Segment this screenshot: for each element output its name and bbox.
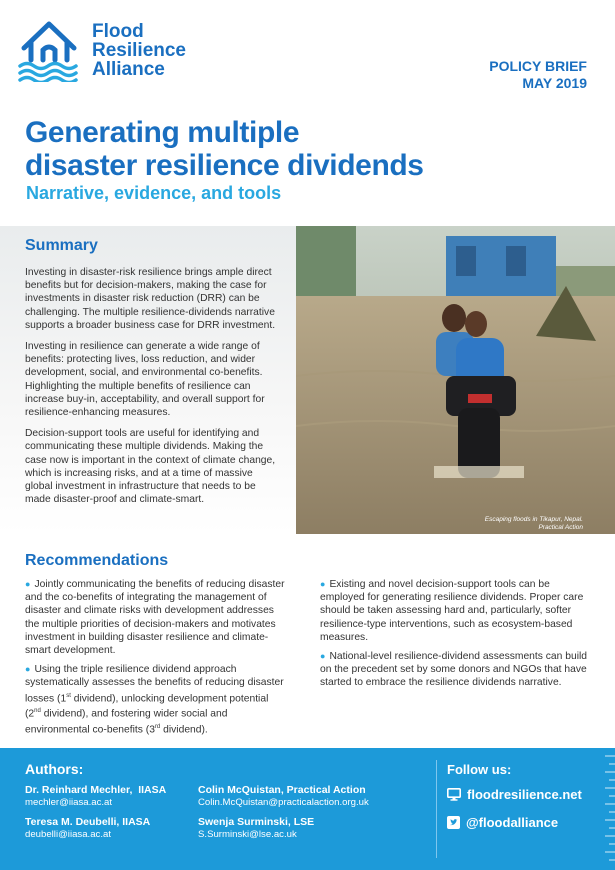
photo-caption [485, 516, 583, 532]
logo-line-3: Alliance [92, 59, 165, 80]
website-text[interactable]: floodresilience.net [467, 787, 582, 802]
rec-text-part: Using the triple resilience dividend approach systematically assesses the benefits of reducing disaster losses (1 [25, 664, 284, 705]
rec-text-part: dividend), and fostering wider social and environmental co-benefits (3 [25, 708, 228, 736]
twitter-handle[interactable]: @floodalliance [466, 815, 559, 830]
author-surminski [198, 816, 314, 841]
policy-brief-label [489, 58, 587, 92]
footer-divider [436, 760, 437, 858]
recommendation-text: National-level resilience-dividend assessments can build on the precedent set by some donors and NGOs that have started to embrace the resilience dividends narrative. [320, 651, 587, 689]
recommendations-left-column [25, 578, 287, 743]
recommendation-text: Existing and novel decision-support tools can be employed for generating resilience dividends. Proper care should be taken assessing hard and, particularly, softer resilience-type interventions, such as ecosystem-based measures. [320, 579, 584, 643]
flood-scene-image [296, 226, 615, 534]
website-link[interactable] [447, 787, 582, 802]
monitor-icon [447, 788, 461, 801]
recommendations-right-column [320, 578, 588, 696]
summary-paragraph: Investing in resilience can generate a wide range of benefits: protecting lives, loss reduction, and wider development, social, and environmental co-benefits. Highlighting the multiple benefits of resilience can increase buy-in, acceptability, and overall support for resilience-enhancing measures. [25, 341, 265, 419]
ordinal-suffix: st [66, 692, 71, 699]
logo-wordmark [92, 22, 186, 79]
caption-line-1: Escaping floods in Tikapur, Nepal. [484, 516, 583, 523]
bullet-icon: ● [320, 579, 326, 589]
twitter-icon [447, 816, 460, 829]
summary-paragraph: Decision-support tools are useful for identifying and communicating these multiple dividends. Making the case now is important in the context of climate change, which is increasing risks, and at a time of massive global investment in infrastructure that needs to be made disaster-proof and climate-smart. [25, 428, 276, 506]
brief-type: POLICY BRIEF [489, 58, 587, 74]
author-name [25, 784, 166, 797]
author-mcquistan [198, 784, 369, 809]
caption-credit: Practical Action [538, 524, 583, 531]
bullet-icon: ● [25, 579, 31, 589]
author-email[interactable]: S.Surminski@lse.ac.uk [198, 829, 297, 840]
recommendation-item [25, 663, 287, 736]
author-email[interactable]: Colin.McQuistan@practicalaction.org.uk [198, 797, 369, 808]
title-line-1: Generating multiple [25, 116, 300, 149]
rec-text-part: dividend), unlocking development potential (2 [25, 693, 269, 720]
author-name-text: Dr. Reinhard Mechler, [25, 784, 133, 796]
recommendation-text: Jointly communicating the benefits of reducing disaster and the co-benefits of integrating the management of disaster and climate risks with development addresses the multiple priorities of decision-makers and motivates investment in building disaster resilience and climate-smart development. [25, 579, 285, 657]
recommendations-heading: Recommendations [25, 552, 169, 569]
author-name: Teresa M. Deubelli, IIASA [25, 816, 151, 828]
ordinal-suffix: nd [34, 708, 41, 715]
summary-heading: Summary [25, 237, 98, 254]
page-subtitle: Narrative, evidence, and tools [26, 183, 282, 203]
follow-us-heading: Follow us: [447, 762, 512, 777]
author-deubelli [25, 816, 150, 841]
flood-photo [296, 226, 615, 534]
author-org: IIASA [132, 784, 167, 796]
logo-line-1: Flood [92, 21, 144, 42]
bullet-icon: ● [25, 664, 31, 675]
title-line-2: disaster resilience dividends [25, 149, 424, 182]
summary-paragraph: Investing in disaster-risk resilience brings ample direct benefits but for decision-makers, making the case for investments in disaster risk reduction (DRR) can be challenging. The multiple resilience-dividends narrative supports a broader business case for DRR investment. [25, 267, 276, 331]
authors-heading: Authors: [25, 761, 84, 777]
twitter-link[interactable] [447, 815, 558, 830]
logo-line-2: Resilience [92, 40, 186, 61]
flood-resilience-logo-icon [18, 14, 80, 82]
rec-text-part: dividend). [160, 724, 208, 736]
author-name: Swenja Surminski, LSE [198, 816, 315, 828]
page-title [25, 116, 445, 182]
recommendation-item [25, 578, 287, 657]
recommendation-item [320, 650, 588, 690]
author-email[interactable]: deubelli@iiasa.ac.at [25, 829, 112, 840]
brief-date: MAY 2019 [522, 75, 587, 91]
author-email[interactable]: mechler@iiasa.ac.at [25, 797, 113, 808]
summary-text [25, 266, 283, 514]
author-mechler [25, 784, 166, 809]
recommendation-item [320, 578, 588, 644]
footer-bar [0, 748, 615, 870]
ruler-decoration-icon [601, 748, 615, 870]
author-name: Colin McQuistan, Practical Action [198, 784, 366, 796]
ordinal-suffix: rd [154, 723, 161, 730]
bullet-icon: ● [320, 651, 326, 662]
